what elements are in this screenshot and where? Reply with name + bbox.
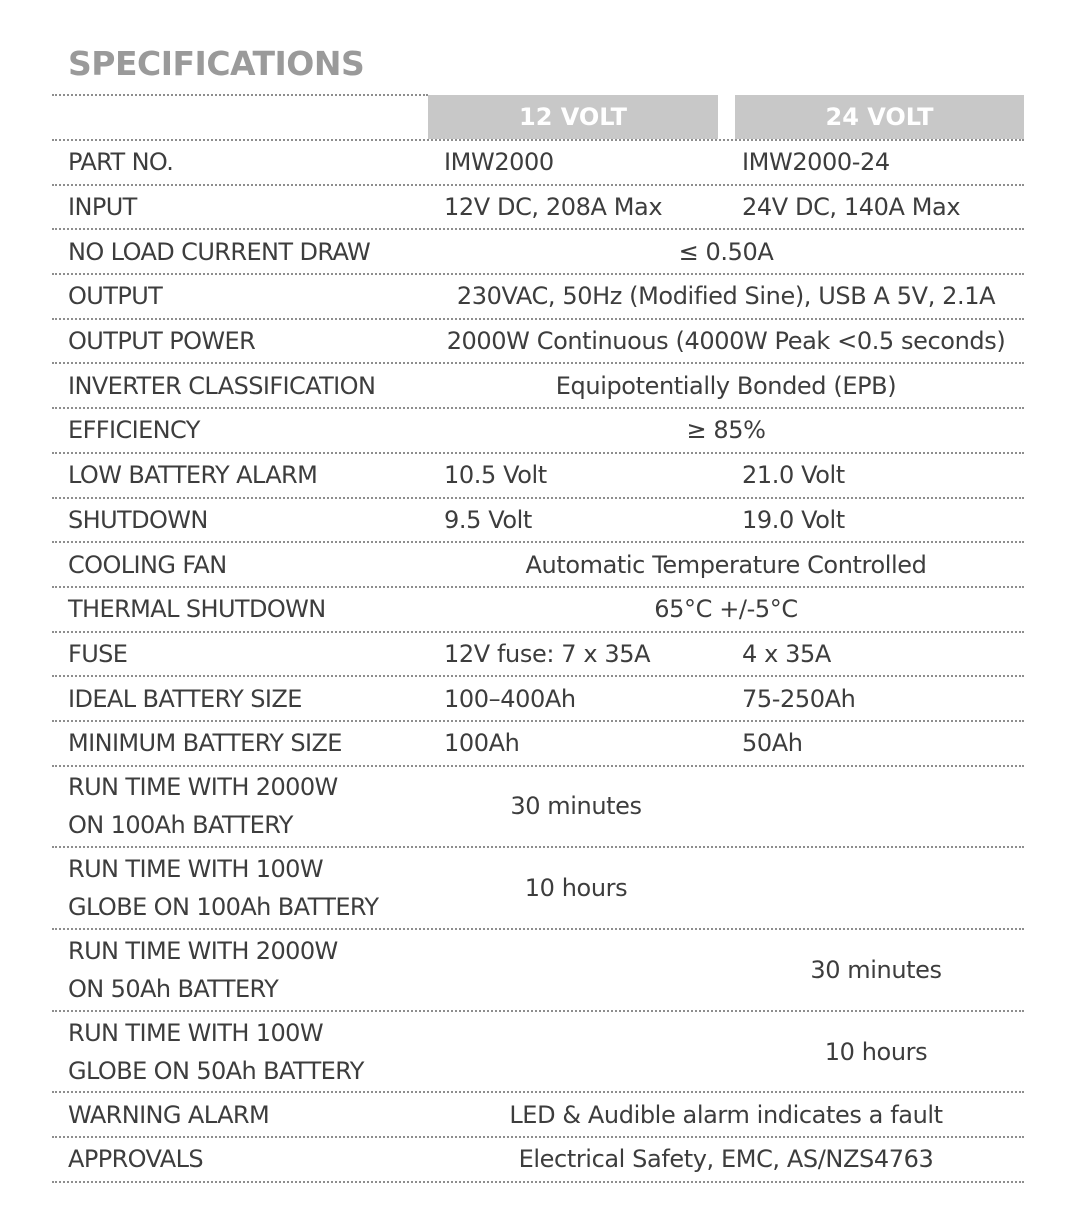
table-row [52, 1012, 1024, 1094]
table-row [52, 275, 1024, 320]
spec-table [52, 139, 1024, 1183]
spec-label: APPROVALS [68, 1145, 204, 1174]
spec-label: OUTPUT [68, 282, 163, 311]
spec-value-12v: 10.5 Volt [444, 461, 547, 490]
spec-value-24v: 30 minutes [810, 955, 942, 984]
spec-label: PART NO. [68, 148, 174, 177]
spec-label: RUN TIME WITH 100W GLOBE ON 50Ah BATTERY [68, 1018, 364, 1085]
spec-value-12v: 9.5 Volt [444, 505, 532, 534]
spec-label: RUN TIME WITH 2000W ON 100Ah BATTERY [68, 773, 338, 840]
table-row [52, 767, 1024, 849]
spec-label: OUTPUT POWER [68, 327, 256, 356]
table-row [52, 1138, 1024, 1183]
spec-label: LOW BATTERY ALARM [68, 461, 318, 490]
spec-value-24v: 24V DC, 140A Max [742, 193, 961, 222]
table-row [52, 364, 1024, 409]
table-row [52, 499, 1024, 544]
table-row [52, 930, 1024, 1012]
spec-value-12v: 30 minutes [510, 792, 642, 821]
column-header-24-volt: 24 VOLT [735, 95, 1024, 139]
spec-label: EFFICIENCY [68, 416, 200, 445]
spec-value-24v: 10 hours [824, 1037, 928, 1066]
spec-value-shared: ≤ 0.50A [678, 237, 774, 266]
spec-value-24v: 4 x 35A [742, 639, 831, 668]
table-row [52, 543, 1024, 588]
spec-value-12v: 100Ah [444, 729, 520, 758]
spec-value-shared: LED & Audible alarm indicates a fault [509, 1100, 943, 1129]
spec-value-24v: 19.0 Volt [742, 505, 845, 534]
spec-value-24v: IMW2000-24 [742, 148, 890, 177]
spec-value-shared: Electrical Safety, EMC, AS/NZS4763 [518, 1145, 934, 1174]
spec-label: THERMAL SHUTDOWN [68, 595, 326, 624]
spec-label: INVERTER CLASSIFICATION [68, 371, 376, 400]
table-row [52, 848, 1024, 930]
spec-label: IDEAL BATTERY SIZE [68, 684, 302, 713]
spec-value-24v: 75-250Ah [742, 684, 856, 713]
table-row [52, 186, 1024, 231]
table-row [52, 588, 1024, 633]
spec-value-shared: 65°C +/-5°C [654, 595, 798, 624]
spec-value-shared: 230VAC, 50Hz (Modified Sine), USB A 5V, 2.1A [456, 282, 996, 311]
table-row [52, 1093, 1024, 1138]
spec-value-12v: 12V DC, 208A Max [444, 193, 663, 222]
spec-label: COOLING FAN [68, 550, 227, 579]
table-row [52, 633, 1024, 678]
table-row [52, 409, 1024, 454]
table-row [52, 722, 1024, 767]
spec-value-shared: Equipotentially Bonded (EPB) [555, 371, 897, 400]
column-header-12-volt: 12 VOLT [428, 95, 718, 139]
spec-value-12v: 12V fuse: 7 x 35A [444, 639, 651, 668]
spec-label: FUSE [68, 639, 128, 668]
spec-label: RUN TIME WITH 2000W ON 50Ah BATTERY [68, 936, 338, 1003]
spec-value-12v: IMW2000 [444, 148, 554, 177]
spec-value-shared: 2000W Continuous (4000W Peak <0.5 seconds) [446, 327, 1006, 356]
table-row [52, 141, 1024, 186]
spec-label: RUN TIME WITH 100W GLOBE ON 100Ah BATTERY [68, 855, 379, 922]
table-row [52, 230, 1024, 275]
spec-value-24v: 21.0 Volt [742, 461, 845, 490]
spec-label: MINIMUM BATTERY SIZE [68, 729, 342, 758]
spec-value-24v: 50Ah [742, 729, 803, 758]
table-row [52, 454, 1024, 499]
table-row [52, 320, 1024, 365]
title-divider [52, 94, 428, 96]
table-row [52, 677, 1024, 722]
page-title: SPECIFICATIONS [68, 44, 365, 83]
spec-label: WARNING ALARM [68, 1100, 270, 1129]
spec-label: NO LOAD CURRENT DRAW [68, 237, 371, 266]
spec-value-12v: 100–400Ah [444, 684, 576, 713]
spec-value-shared: Automatic Temperature Controlled [525, 550, 927, 579]
spec-label: SHUTDOWN [68, 505, 208, 534]
spec-value-12v: 10 hours [524, 874, 628, 903]
spec-label: INPUT [68, 193, 137, 222]
spec-value-shared: ≥ 85% [686, 416, 766, 445]
